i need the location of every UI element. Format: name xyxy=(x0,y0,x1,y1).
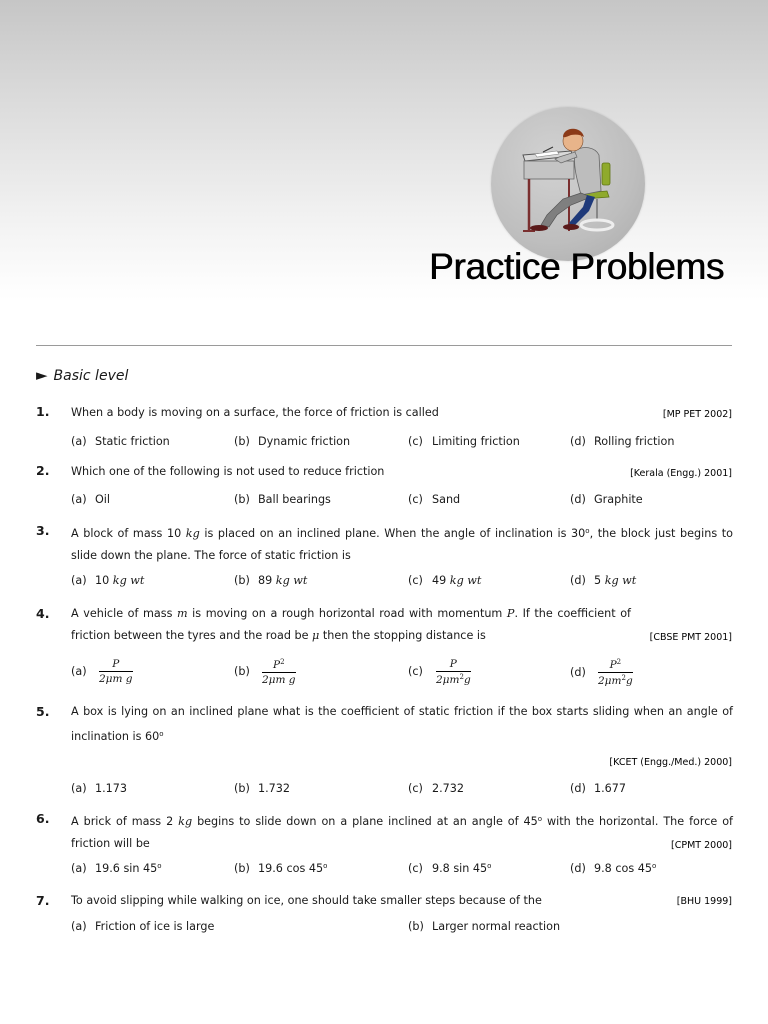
option-d[interactable]: (d) 1.677 xyxy=(570,782,627,795)
option-a[interactable]: (a) 10 kg wt xyxy=(71,574,145,587)
options-row xyxy=(71,493,733,513)
option-a[interactable]: (a) 19.6 sin 45$^o$ xyxy=(71,862,162,875)
section-label: Basic level xyxy=(53,368,129,384)
question-source: [Kerala (Engg.) 2001] xyxy=(630,468,732,479)
option-b[interactable]: (b) Larger normal reaction xyxy=(408,920,561,933)
options-row xyxy=(71,574,733,594)
student-at-desk-icon xyxy=(491,107,645,261)
fraction: $\frac{P^2}{2\mu m^2g}$ xyxy=(598,658,633,687)
question-number: 3. xyxy=(36,523,50,538)
option-c[interactable]: (c) Sand xyxy=(408,493,461,506)
option-d[interactable]: (d) $\frac{P^2}{2\mu m^2g}$ xyxy=(570,658,633,687)
option-c[interactable]: (c) 9.8 sin 45$^o$ xyxy=(408,862,492,875)
option-c[interactable]: (c) 49 kg wt xyxy=(408,574,482,587)
option-a[interactable]: (a) Friction of ice is large xyxy=(71,920,215,933)
degree-symbol: o xyxy=(585,527,590,535)
option-a[interactable]: (a) Oil xyxy=(71,493,111,506)
degree-symbol: o xyxy=(159,730,164,738)
option-a[interactable]: (a) $\frac{P}{\text{2μm g}}$ xyxy=(71,658,133,685)
question-number: 7. xyxy=(36,893,50,908)
question-number: 6. xyxy=(36,811,50,826)
option-c[interactable]: (c) $\frac{P}{2\mu m^2g}$ xyxy=(408,658,471,686)
options-row xyxy=(71,435,733,455)
option-b[interactable]: (b) $\frac{P^2}{\text{2μm g}}$ xyxy=(234,658,296,686)
triangle-marker-icon: ► xyxy=(36,366,48,384)
option-d[interactable]: (d) 5 kg wt xyxy=(570,574,637,587)
page-title: Practice Problems xyxy=(428,246,724,287)
question-text: To avoid slipping while walking on ice, one should take smaller steps because of the xyxy=(71,894,542,907)
question-number: 5. xyxy=(36,704,50,719)
option-b[interactable]: (b) 1.732 xyxy=(234,782,291,795)
option-d[interactable]: (d) Graphite xyxy=(570,493,643,506)
question-text: A block of mass 10 kg is placed on an inclined plane. When the angle of inclination is 30$^o$, the block just begins to slide down the plane. The force of static friction is xyxy=(71,527,733,562)
question-number: 1. xyxy=(36,404,50,419)
question-source: [CBSE PMT 2001] xyxy=(649,632,732,643)
question-number: 2. xyxy=(36,463,50,478)
options-row xyxy=(71,658,733,690)
question-source: [MP PET 2002] xyxy=(662,409,732,420)
option-b[interactable]: (b) Dynamic friction xyxy=(234,435,351,448)
question-text: A vehicle of mass m is moving on a rough horizontal road with momentum P. If the coefficient of friction between the tyres and the road be μ then the stopping distance is xyxy=(71,607,631,642)
unit-kg: kg xyxy=(178,815,193,828)
question-source: [KCET (Engg./Med.) 2000] xyxy=(609,757,732,768)
options-row xyxy=(71,920,733,940)
question-number: 4. xyxy=(36,606,50,621)
degree-symbol: o xyxy=(537,815,543,823)
options-row xyxy=(71,782,733,802)
option-d[interactable]: (d) Rolling friction xyxy=(570,435,675,448)
options-row xyxy=(71,862,733,882)
section-heading xyxy=(36,366,128,384)
question-text: A box is lying on an inclined plane what is the coefficient of static friction if the box starts sliding when an angle of inclination is 60$^o$ xyxy=(71,705,733,743)
fraction: $\frac{P}{\text{2μm g}}$ xyxy=(99,658,133,685)
option-b[interactable]: (b) 19.6 cos 45$^o$ xyxy=(234,862,328,875)
unit-kg: kg xyxy=(185,527,200,540)
option-a[interactable]: (a) 1.173 xyxy=(71,782,128,795)
option-c[interactable]: (c) 2.732 xyxy=(408,782,465,795)
question-text: When a body is moving on a surface, the force of friction is called xyxy=(71,406,439,419)
option-b[interactable]: (b) 89 kg wt xyxy=(234,574,308,587)
fraction: $\frac{P^2}{\text{2μm g}}$ xyxy=(262,658,296,686)
divider xyxy=(36,345,732,346)
question-text: A brick of mass 2 kg begins to slide down on a plane inclined at an angle of 45$^o$ with the horizontal. The force of friction will be xyxy=(71,815,733,850)
option-a[interactable]: (a) Static friction xyxy=(71,435,170,448)
fraction: $\frac{P}{2\mu m^2g}$ xyxy=(436,658,471,686)
option-c[interactable]: (c) Limiting friction xyxy=(408,435,520,448)
option-b[interactable]: (b) Ball bearings xyxy=(234,493,331,506)
question-source: [BHU 1999] xyxy=(676,896,732,907)
question-source: [CPMT 2000] xyxy=(671,840,732,851)
option-d[interactable]: (d) 9.8 cos 45$^o$ xyxy=(570,862,657,875)
question-text: Which one of the following is not used to reduce friction xyxy=(71,465,385,478)
